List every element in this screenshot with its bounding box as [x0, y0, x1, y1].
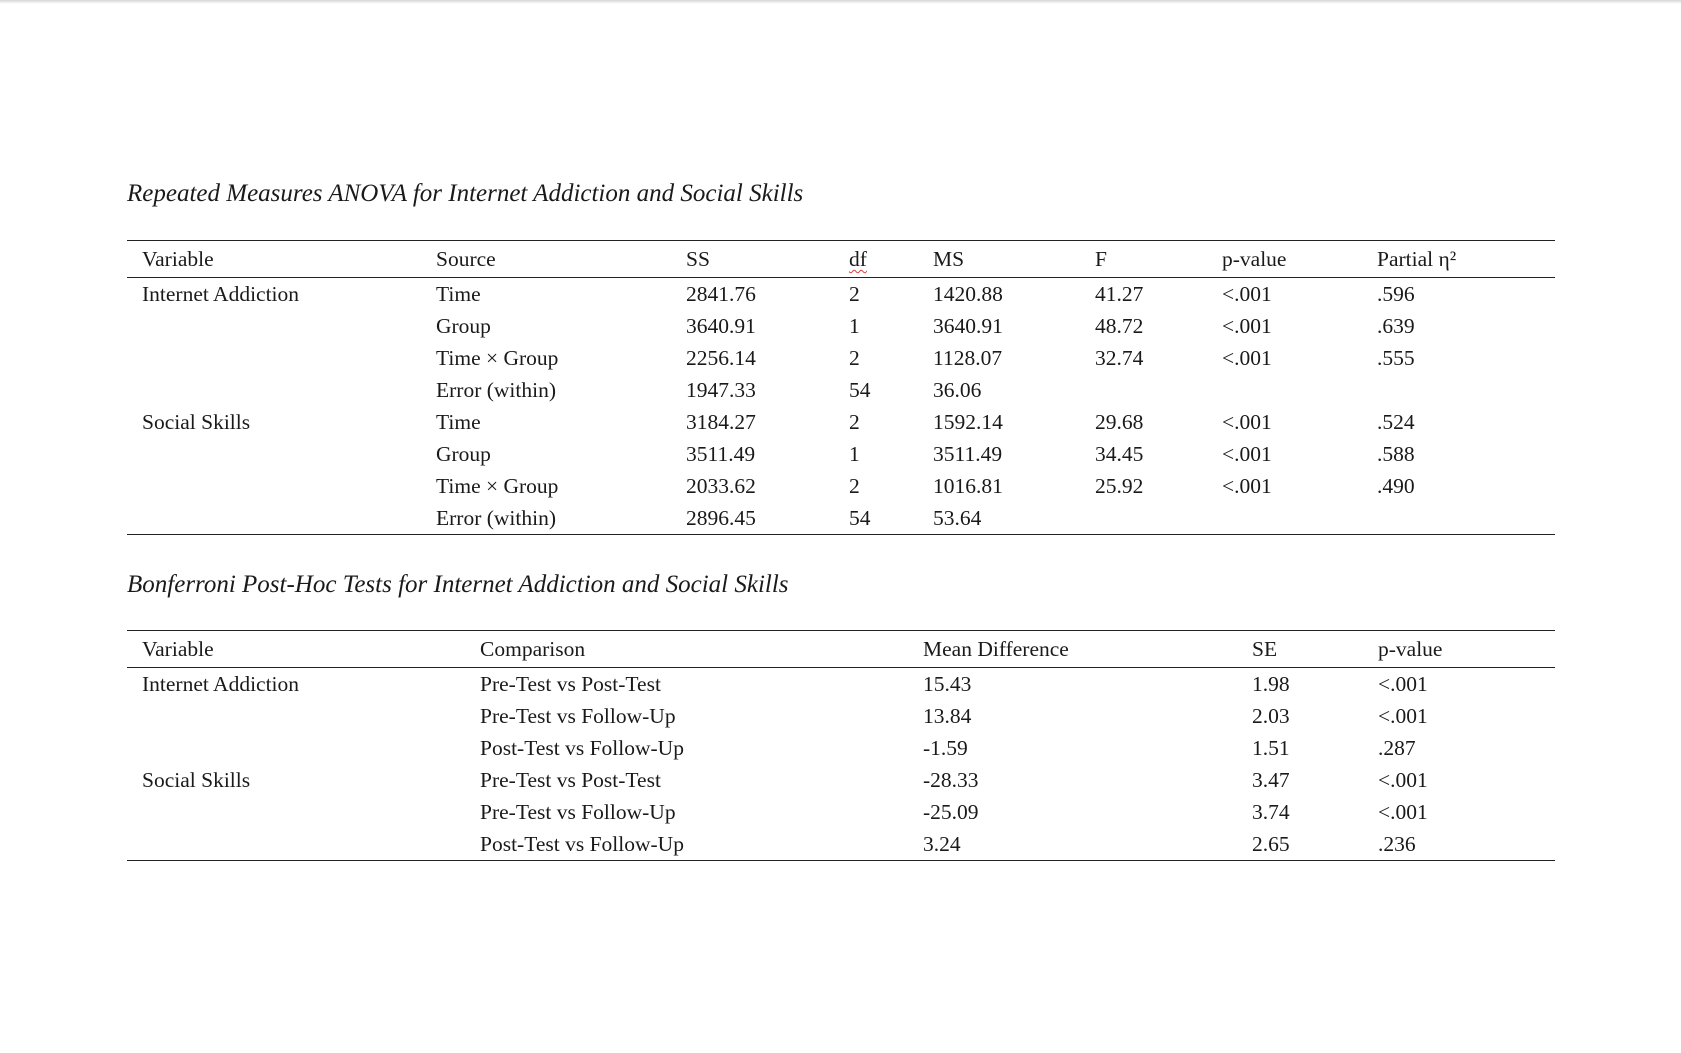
posthoc-header-comparison: Comparison: [480, 631, 923, 668]
anova-table-caption: Repeated Measures ANOVA for Internet Addiction and Social Skills: [127, 180, 804, 207]
table-row: [127, 764, 1555, 796]
variable-cell: Social Skills: [142, 410, 251, 434]
source-cell: Time: [436, 282, 481, 306]
f-cell: 25.92: [1095, 474, 1144, 498]
df-cell: 1: [849, 314, 860, 338]
variable-cell: [127, 732, 480, 764]
table-row: [127, 374, 1555, 406]
p-value-cell: <.001: [1378, 672, 1428, 696]
ss-cell: 1947.33: [686, 378, 756, 402]
source-cell: Error (within): [436, 378, 557, 402]
posthoc-table-caption: Bonferroni Post-Hoc Tests for Internet Addiction and Social Skills: [127, 571, 789, 598]
table-row: [127, 700, 1555, 732]
ss-cell: 2256.14: [686, 346, 756, 370]
anova-header-f: F: [1095, 241, 1222, 278]
variable-cell: [127, 470, 436, 502]
variable-cell: [127, 502, 436, 535]
posthoc-header-variable: Variable: [127, 631, 480, 668]
df-cell: 2: [849, 282, 860, 306]
source-cell: Time × Group: [436, 474, 559, 498]
anova-header-source: Source: [436, 241, 686, 278]
p-value-cell: [1222, 374, 1377, 406]
mean-difference-cell: 3.24: [923, 828, 1252, 861]
comparison-cell: Pre-Test vs Follow-Up: [480, 704, 676, 728]
df-cell: 54: [849, 502, 933, 535]
mean-difference-cell: 13.84: [923, 704, 972, 728]
f-cell: 32.74: [1095, 346, 1144, 370]
comparison-cell: Post-Test vs Follow-Up: [480, 736, 684, 760]
anova-header-partial-eta-squared: Partial η²: [1377, 241, 1555, 278]
source-cell: Time: [436, 410, 481, 434]
window-top-edge: [0, 0, 1681, 4]
partial-eta-squared-cell: .596: [1377, 282, 1415, 306]
p-value-cell: .287: [1378, 736, 1416, 760]
partial-eta-squared-cell: .588: [1377, 442, 1415, 466]
comparison-cell: Pre-Test vs Post-Test: [480, 672, 661, 696]
se-cell: 2.03: [1252, 704, 1290, 728]
p-value-cell: <.001: [1222, 474, 1272, 498]
f-cell: 48.72: [1095, 314, 1144, 338]
mean-difference-cell: 15.43: [923, 672, 972, 696]
posthoc-table-body: [127, 668, 1555, 861]
se-cell: 1.51: [1252, 736, 1290, 760]
source-cell: Group: [436, 314, 491, 338]
variable-cell: Internet Addiction: [142, 672, 300, 696]
ms-cell: 1016.81: [933, 474, 1003, 498]
ss-cell: 3640.91: [686, 314, 756, 338]
p-value-cell: <.001: [1222, 442, 1272, 466]
table-row: [127, 342, 1555, 374]
variable-cell: Internet Addiction: [142, 282, 300, 306]
table-row: [127, 828, 1555, 861]
anova-table-body: [127, 278, 1555, 535]
anova-table: [127, 240, 1555, 535]
p-value-cell: <.001: [1222, 410, 1272, 434]
ms-cell: 53.64: [933, 502, 1095, 535]
f-cell: [1095, 502, 1222, 535]
f-cell: 34.45: [1095, 442, 1144, 466]
table-row: [127, 668, 1555, 701]
mean-difference-cell: -28.33: [923, 768, 979, 792]
table-row: [127, 502, 1555, 535]
variable-cell: [127, 310, 436, 342]
p-value-cell: <.001: [1378, 800, 1428, 824]
partial-eta-squared-cell: .639: [1377, 314, 1415, 338]
variable-cell: [127, 828, 480, 861]
ss-cell: 2033.62: [686, 474, 756, 498]
ms-cell: 1128.07: [933, 346, 1003, 370]
table-row: [127, 310, 1555, 342]
se-cell: 3.47: [1252, 768, 1290, 792]
p-value-cell: <.001: [1222, 346, 1272, 370]
comparison-cell: Pre-Test vs Follow-Up: [480, 800, 676, 824]
partial-eta-squared-cell: [1377, 502, 1555, 535]
variable-cell: [127, 342, 436, 374]
partial-eta-squared-cell: .524: [1377, 410, 1415, 434]
comparison-cell: Post-Test vs Follow-Up: [480, 828, 923, 861]
se-cell: 2.65: [1252, 828, 1378, 861]
p-value-cell: .236: [1378, 828, 1555, 861]
mean-difference-cell: -25.09: [923, 800, 979, 824]
p-value-cell: <.001: [1222, 314, 1272, 338]
ss-cell: 2841.76: [686, 282, 756, 306]
variable-cell: Social Skills: [142, 768, 251, 792]
p-value-cell: <.001: [1378, 704, 1428, 728]
se-cell: 1.98: [1252, 672, 1290, 696]
ms-cell: 3511.49: [933, 442, 1003, 466]
source-cell: Time × Group: [436, 346, 559, 370]
comparison-cell: Pre-Test vs Post-Test: [480, 768, 661, 792]
p-value-cell: [1222, 502, 1377, 535]
df-cell: 1: [849, 442, 860, 466]
posthoc-table-header: [127, 631, 1555, 668]
mean-difference-cell: -1.59: [923, 736, 968, 760]
table-row: [127, 732, 1555, 764]
anova-header-p-value: p-value: [1222, 241, 1377, 278]
variable-cell: [127, 374, 436, 406]
table-row: [127, 406, 1555, 438]
p-value-cell: <.001: [1378, 768, 1428, 792]
df-cell: 54: [849, 378, 871, 402]
f-cell: 41.27: [1095, 282, 1144, 306]
anova-header-variable: Variable: [127, 241, 436, 278]
partial-eta-squared-cell: .555: [1377, 346, 1415, 370]
partial-eta-squared-cell: .490: [1377, 474, 1415, 498]
variable-cell: [127, 700, 480, 732]
posthoc-header-se: SE: [1252, 631, 1378, 668]
partial-eta-squared-cell: [1377, 374, 1555, 406]
posthoc-header-p-value: p-value: [1378, 631, 1555, 668]
table-row: [127, 796, 1555, 828]
ms-cell: 36.06: [933, 378, 982, 402]
table-row: [127, 438, 1555, 470]
ms-cell: 3640.91: [933, 314, 1003, 338]
f-cell: [1095, 374, 1222, 406]
anova-header-ss: SS: [686, 241, 849, 278]
anova-header-df: df: [849, 241, 933, 278]
df-cell: 2: [849, 410, 860, 434]
se-cell: 3.74: [1252, 800, 1290, 824]
source-cell: Error (within): [436, 502, 686, 535]
variable-cell: [127, 796, 480, 828]
ms-cell: 1592.14: [933, 410, 1003, 434]
table-row: [127, 278, 1555, 311]
ss-cell: 3184.27: [686, 410, 756, 434]
source-cell: Group: [436, 442, 491, 466]
ss-cell: 2896.45: [686, 502, 849, 535]
table-row: [127, 470, 1555, 502]
df-cell: 2: [849, 346, 860, 370]
posthoc-table: [127, 630, 1555, 861]
ss-cell: 3511.49: [686, 442, 756, 466]
p-value-cell: <.001: [1222, 282, 1272, 306]
anova-table-header: [127, 241, 1555, 278]
ms-cell: 1420.88: [933, 282, 1003, 306]
posthoc-header-mean-difference: Mean Difference: [923, 631, 1252, 668]
anova-header-ms: MS: [933, 241, 1095, 278]
variable-cell: [127, 438, 436, 470]
f-cell: 29.68: [1095, 410, 1144, 434]
df-cell: 2: [849, 474, 860, 498]
